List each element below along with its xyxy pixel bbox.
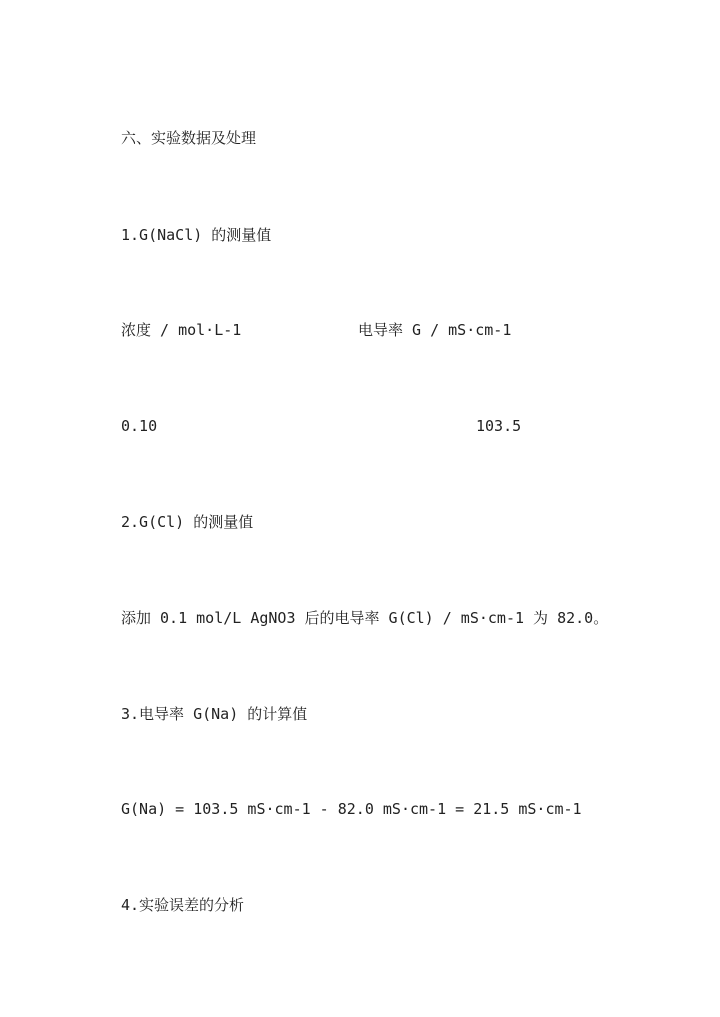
table-header-concentration: 浓度 / mol·L-1	[121, 321, 242, 339]
item3-heading: 3.电导率 G(Na) 的计算值	[121, 705, 308, 723]
item1-heading: 1.G(NaCl) 的测量值	[121, 226, 272, 244]
item2-text: 添加 0.1 mol/L AgNO3 后的电导率 G(Cl) / mS·cm-1 为 82.0。	[121, 609, 609, 627]
section-heading: 六、实验数据及处理	[121, 129, 257, 147]
item3-formula: G(Na) = 103.5 mS·cm-1 - 82.0 mS·cm-1 = 21.5 mS·cm-1	[121, 800, 582, 818]
table-cell-conductivity: 103.5	[476, 417, 522, 435]
item4-heading: 4.实验误差的分析	[121, 896, 245, 914]
item2-heading: 2.G(Cl) 的测量值	[121, 513, 254, 531]
table-header-conductivity: 电导率 G / mS·cm-1	[358, 321, 512, 339]
table-cell-concentration: 0.10	[121, 417, 158, 435]
